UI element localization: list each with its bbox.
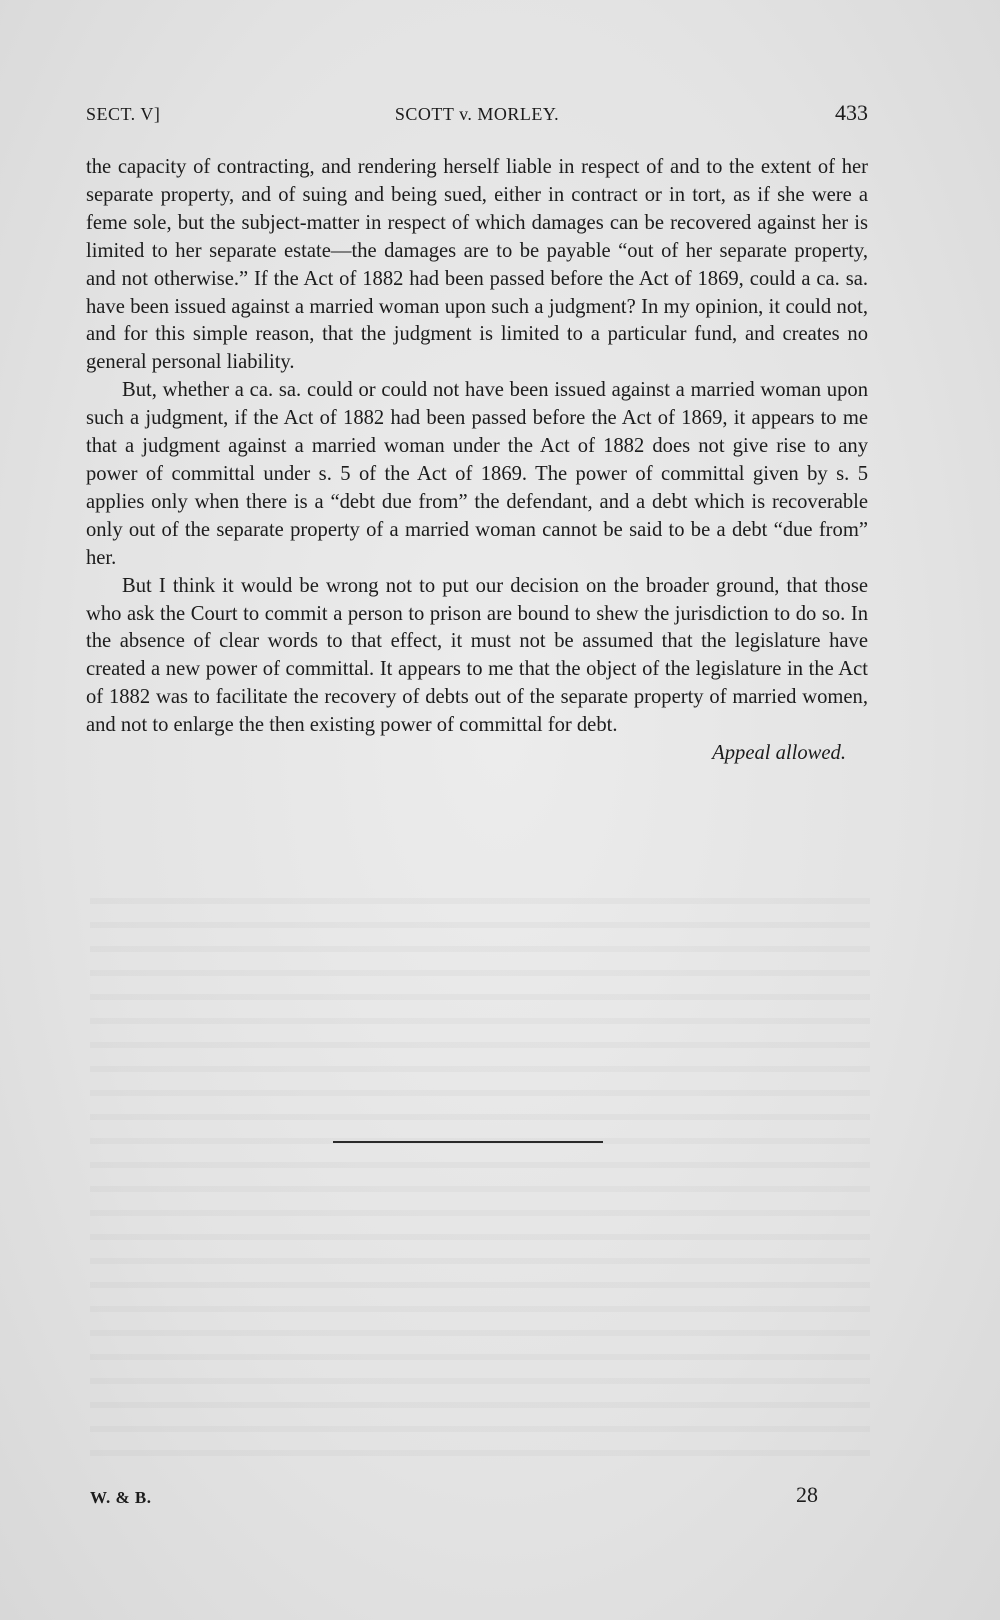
body-text (86, 154, 868, 768)
bleed-through-texture (90, 880, 870, 1460)
running-head (86, 100, 868, 128)
signature-number: 28 (796, 1482, 818, 1507)
paragraph-continued: the capacity of contracting, and rendering herself liable in respect of and to the extent of her separate property, and of suing and being sued, either in contract or in tort, as if she were a feme sole, but the subject-matter in respect of which damages can be recovered against her is limited to her separate estate—the damages are to be payable “out of her separate property, and not otherwise.” If the Act of 1882 had been passed before the Act of 1869, could a ca. sa. have been issued against a married woman upon such a judgment? In my opinion, it could not, and for this simple reason, that the judgment is limited to a particular fund, and creates no general personal liability. (86, 156, 868, 374)
section-divider-rule (333, 1141, 603, 1143)
printer-signature: W. & B. (90, 1488, 152, 1507)
disposition: Appeal allowed. (712, 742, 846, 765)
paragraph: But I think it would be wrong not to put our decision on the broader ground, that those who ask the Court to commit a person to prison are bound to shew the jurisdiction to do so. In the absence of clear words to that effect, it must not be assumed that the legislature have created a new power of committal. It appears to me that the object of the legislature in the Act of 1882 was to facilitate the recovery of debts out of the separate property of married women, and not to enlarge the then existing power of committal for debt. (86, 574, 868, 737)
case-title: SCOTT v. MORLEY. (394, 104, 560, 124)
paragraph: But, whether a ca. sa. could or could not have been issued against a married woman upon such a judgment, if the Act of 1882 had been passed before the Act of 1869, it appears to me that a judgment against a married woman under the Act of 1882 does not give rise to any power of committal under s. 5 of the Act of 1869. The power of committal given by s. 5 applies only when there is a “debt due from” the defendant, and a debt which is recoverable only out of the separate property of a married woman cannot be said to be a debt “due from” her. (86, 379, 868, 569)
section-label: SECT. V] (86, 104, 161, 124)
page-number: 433 (835, 100, 868, 125)
